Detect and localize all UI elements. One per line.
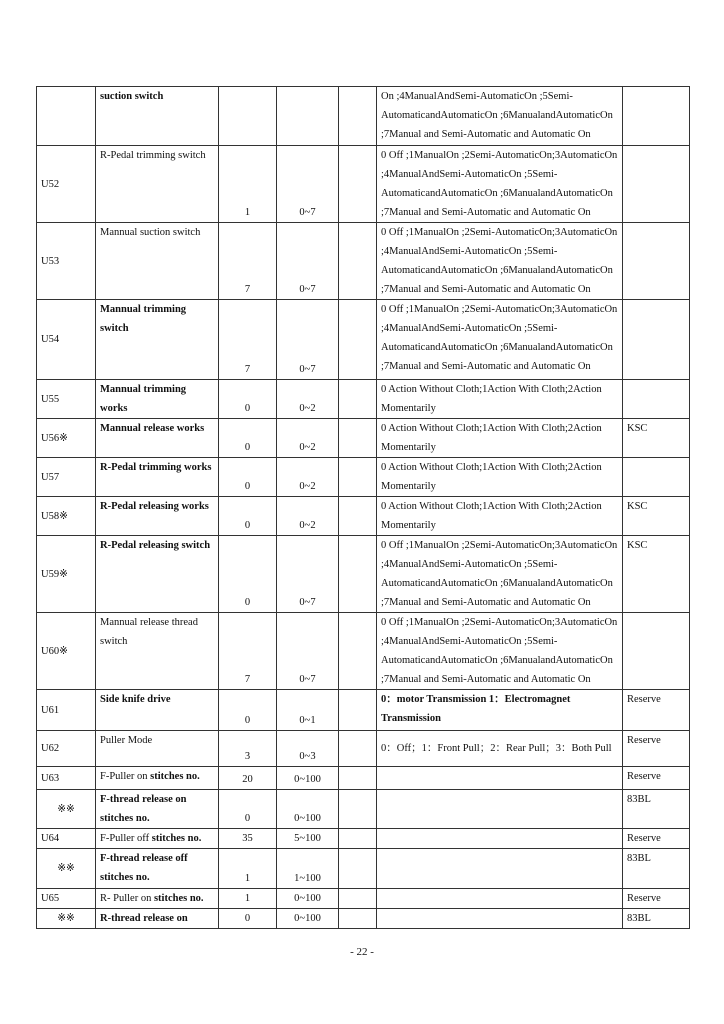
- param-note: 83BL: [623, 849, 690, 889]
- param-code: U62: [37, 731, 96, 767]
- param-desc: 0 Action Without Cloth;1Action With Cloth;2Action Momentarily: [377, 380, 623, 419]
- param-default: [219, 87, 277, 146]
- param-code: U53: [37, 223, 96, 300]
- parameter-table-body: [37, 87, 690, 929]
- page-number: - 22 -: [350, 946, 374, 958]
- param-name: Puller Mode: [96, 731, 219, 767]
- param-name: R-Pedal releasing switch: [96, 536, 219, 613]
- param-name-suffix: stitches no.: [150, 771, 200, 782]
- param-default: 7: [219, 223, 277, 300]
- param-name-suffix: stitches no.: [153, 893, 204, 904]
- param-desc: [377, 849, 623, 889]
- param-note: KSC: [623, 536, 690, 613]
- param-name: [96, 146, 219, 223]
- param-default: 0: [219, 790, 277, 829]
- param-name: R-thread release on: [96, 909, 219, 929]
- table-row: [37, 767, 690, 790]
- param-code: [37, 87, 96, 146]
- param-desc: [377, 767, 623, 790]
- param-note: [623, 223, 690, 300]
- param-blank: [339, 497, 377, 536]
- table-row: [37, 613, 690, 690]
- param-default: 0: [219, 909, 277, 929]
- param-code: ※※: [37, 909, 96, 929]
- table-row: [37, 849, 690, 889]
- param-name: R-Pedal trimming works: [96, 458, 219, 497]
- param-note: Reserve: [623, 690, 690, 731]
- param-note: [623, 613, 690, 690]
- param-note: Reserve: [623, 767, 690, 790]
- param-note: [623, 458, 690, 497]
- table-row: [37, 690, 690, 731]
- param-default: 7: [219, 300, 277, 380]
- param-desc: 0 Off ;1ManualOn ;2Semi-AutomaticOn;3AutomaticOn ;4ManualAndSemi-AutomaticOn ;5Semi-AutomaticandAutomaticOn ;6ManualandAutomaticOn ;7Manual and Semi-Automatic and Automatic On: [377, 223, 623, 300]
- param-name-text: R-Pedal trimming switch: [100, 150, 206, 161]
- param-desc: [377, 909, 623, 929]
- param-code: U56※: [37, 419, 96, 458]
- table-row: [37, 300, 690, 380]
- param-blank: [339, 849, 377, 889]
- param-blank: [339, 223, 377, 300]
- param-range: 0~100: [277, 909, 339, 929]
- param-blank: [339, 829, 377, 849]
- param-blank: [339, 790, 377, 829]
- param-desc: 0：motor Transmission 1：Electromagnet Transmission: [377, 690, 623, 731]
- param-code: U63: [37, 767, 96, 790]
- table-row: [37, 458, 690, 497]
- param-name: Mannual release works: [96, 419, 219, 458]
- param-range: 0~7: [277, 613, 339, 690]
- param-blank: [339, 613, 377, 690]
- param-range: 0~100: [277, 889, 339, 909]
- param-blank: [339, 536, 377, 613]
- param-note: KSC: [623, 419, 690, 458]
- param-desc: 0：Off；1：Front Pull；2：Rear Pull；3：Both Pull: [377, 731, 623, 767]
- param-name-suffix: stitches no.: [151, 833, 202, 844]
- param-blank: [339, 909, 377, 929]
- param-name: R- Puller on stitches no.: [96, 889, 219, 909]
- param-range: 0~100: [277, 767, 339, 790]
- param-default: 1: [219, 146, 277, 223]
- param-desc: 0 Off ;1ManualOn ;2Semi-AutomaticOn;3AutomaticOn ;4ManualAndSemi-AutomaticOn ;5Semi-AutomaticandAutomaticOn ;6ManualandAutomaticOn ;7Manual and Semi-Automatic and Automatic On: [377, 536, 623, 613]
- param-code: ※※: [37, 790, 96, 829]
- param-name: Mannual release thread switch: [96, 613, 219, 690]
- param-default: 0: [219, 690, 277, 731]
- param-default: 1: [219, 849, 277, 889]
- param-name: F-Puller on stitches no.: [96, 767, 219, 790]
- parameter-table: [36, 86, 690, 929]
- param-name: Mannual trimming works: [96, 380, 219, 419]
- param-blank: [339, 767, 377, 790]
- param-range: 0~2: [277, 380, 339, 419]
- param-range: 0~2: [277, 497, 339, 536]
- table-row: [37, 223, 690, 300]
- param-code: U60※: [37, 613, 96, 690]
- param-default: 1: [219, 889, 277, 909]
- param-name: Mannual suction switch: [96, 223, 219, 300]
- param-note: [623, 300, 690, 380]
- table-row: [37, 380, 690, 419]
- param-default: 0: [219, 536, 277, 613]
- table-row: [37, 497, 690, 536]
- param-blank: [339, 690, 377, 731]
- table-row: [37, 889, 690, 909]
- param-blank: [339, 300, 377, 380]
- param-desc: 0 Action Without Cloth;1Action With Cloth;2Action Momentarily: [377, 419, 623, 458]
- param-name: suction switch: [96, 87, 219, 146]
- param-default: 20: [219, 767, 277, 790]
- table-row: [37, 536, 690, 613]
- table-row: [37, 419, 690, 458]
- param-range: 0~2: [277, 458, 339, 497]
- param-default: 0: [219, 380, 277, 419]
- param-code: U58※: [37, 497, 96, 536]
- param-blank: [339, 731, 377, 767]
- table-row: [37, 146, 690, 223]
- param-desc: [377, 829, 623, 849]
- param-range: 0~7: [277, 146, 339, 223]
- param-default: 7: [219, 613, 277, 690]
- param-code: U61: [37, 690, 96, 731]
- param-name: R-Pedal releasing works: [96, 497, 219, 536]
- table-row: [37, 87, 690, 146]
- param-blank: [339, 458, 377, 497]
- param-default: 3: [219, 731, 277, 767]
- param-default: 0: [219, 419, 277, 458]
- param-default: 0: [219, 497, 277, 536]
- param-desc: On ;4ManualAndSemi-AutomaticOn ;5Semi-AutomaticandAutomaticOn ;6ManualandAutomaticOn ;7Manual and Semi-Automatic and Automatic On: [377, 87, 623, 146]
- param-default: 35: [219, 829, 277, 849]
- param-name: F-Puller off stitches no.: [96, 829, 219, 849]
- param-range: 0~7: [277, 300, 339, 380]
- param-range: 0~7: [277, 536, 339, 613]
- param-range: 0~3: [277, 731, 339, 767]
- param-blank: [339, 419, 377, 458]
- param-name: Side knife drive: [96, 690, 219, 731]
- param-note: KSC: [623, 497, 690, 536]
- param-note: 83BL: [623, 909, 690, 929]
- param-desc: [377, 790, 623, 829]
- param-range: 1~100: [277, 849, 339, 889]
- param-blank: [339, 87, 377, 146]
- param-range: 0~7: [277, 223, 339, 300]
- param-name: F-thread release on stitches no.: [96, 790, 219, 829]
- table-row: [37, 790, 690, 829]
- param-desc: [377, 889, 623, 909]
- param-note: Reserve: [623, 829, 690, 849]
- param-name: Mannual trimming switch: [96, 300, 219, 380]
- param-range: [277, 87, 339, 146]
- table-row: [37, 829, 690, 849]
- param-code: U64: [37, 829, 96, 849]
- param-blank: [339, 146, 377, 223]
- table-row: [37, 909, 690, 929]
- param-desc: 0 Action Without Cloth;1Action With Cloth;2Action Momentarily: [377, 458, 623, 497]
- param-desc: 0 Off ;1ManualOn ;2Semi-AutomaticOn;3AutomaticOn ;4ManualAndSemi-AutomaticOn ;5Semi-AutomaticandAutomaticOn ;6ManualandAutomaticOn ;7Manual and Semi-Automatic and Automatic On: [377, 300, 623, 380]
- table-row: [37, 731, 690, 767]
- param-code: U52: [37, 146, 96, 223]
- param-note: Reserve: [623, 731, 690, 767]
- param-note: [623, 146, 690, 223]
- param-note: 83BL: [623, 790, 690, 829]
- param-note: Reserve: [623, 889, 690, 909]
- param-code: U57: [37, 458, 96, 497]
- param-code: ※※: [37, 849, 96, 889]
- param-range: 5~100: [277, 829, 339, 849]
- param-code: U65: [37, 889, 96, 909]
- param-blank: [339, 380, 377, 419]
- param-desc: 0 Off ;1ManualOn ;2Semi-AutomaticOn;3AutomaticOn ;4ManualAndSemi-AutomaticOn ;5Semi-AutomaticandAutomaticOn ;6ManualandAutomaticOn ;7Manual and Semi-Automatic and Automatic On: [377, 613, 623, 690]
- param-blank: [339, 889, 377, 909]
- param-name: F-thread release off stitches no.: [96, 849, 219, 889]
- param-desc: 0 Action Without Cloth;1Action With Cloth;2Action Momentarily: [377, 497, 623, 536]
- param-note: [623, 380, 690, 419]
- param-code: U55: [37, 380, 96, 419]
- param-default: 0: [219, 458, 277, 497]
- param-code: U59※: [37, 536, 96, 613]
- param-code: U54: [37, 300, 96, 380]
- param-note: [623, 87, 690, 146]
- param-desc: 0 Off ;1ManualOn ;2Semi-AutomaticOn;3AutomaticOn ;4ManualAndSemi-AutomaticOn ;5Semi-AutomaticandAutomaticOn ;6ManualandAutomaticOn ;7Manual and Semi-Automatic and Automatic On: [377, 146, 623, 223]
- param-range: 0~1: [277, 690, 339, 731]
- param-range: 0~100: [277, 790, 339, 829]
- param-range: 0~2: [277, 419, 339, 458]
